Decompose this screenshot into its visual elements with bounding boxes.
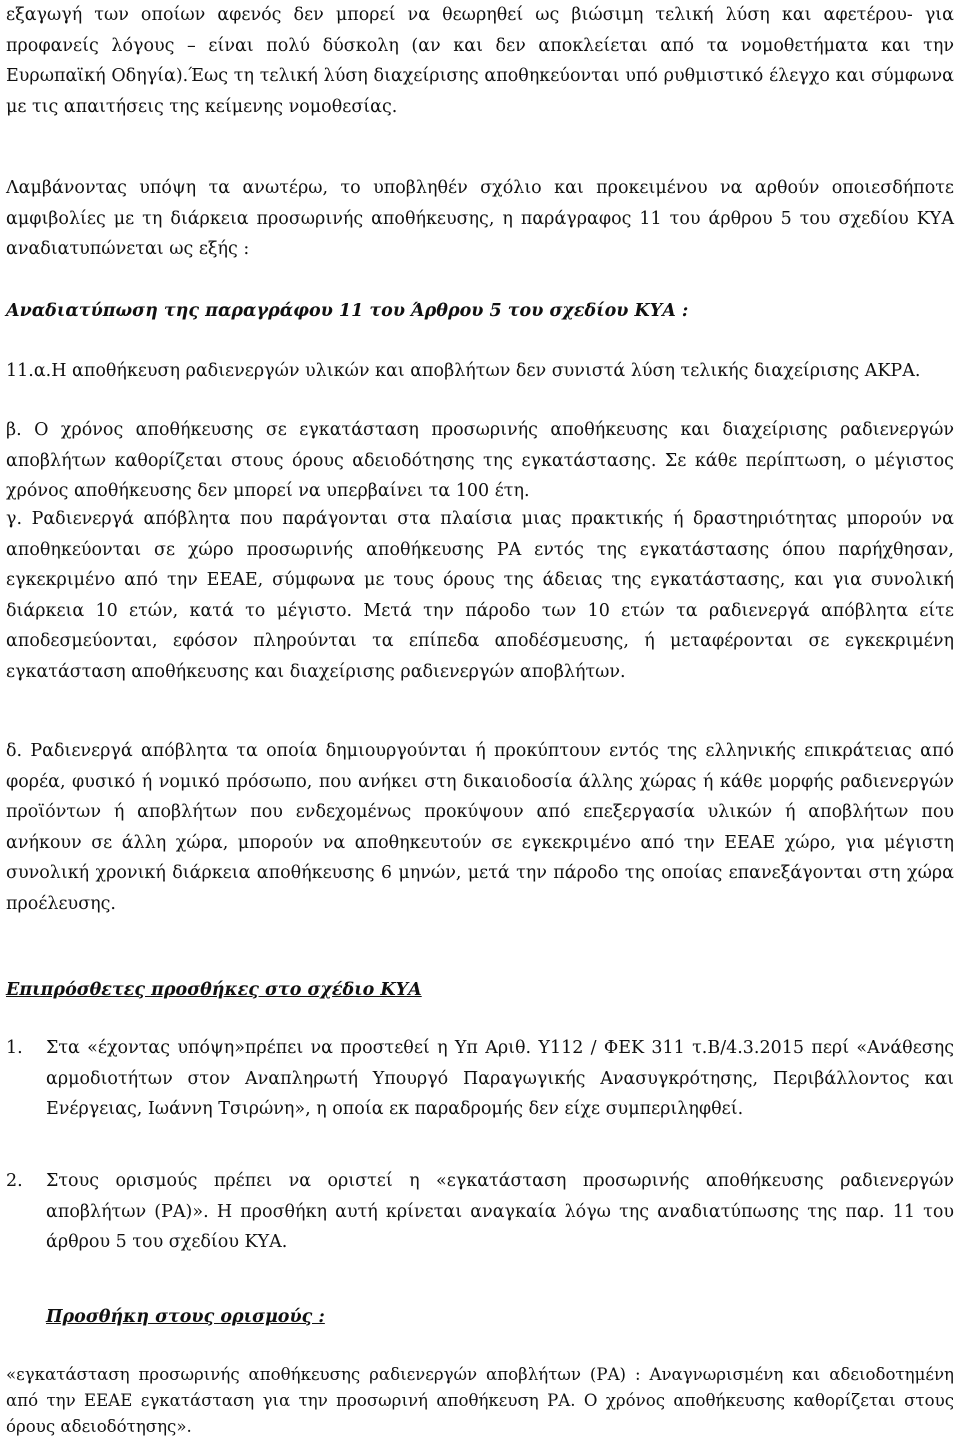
rewording-heading: Αναδιατύπωση της παραγράφου 11 του Άρθρου 5 του σχεδίου ΚΥΑ : [6, 301, 689, 321]
addition-text: Στα «έχοντας υπόψη»πρέπει να προστεθεί η Υπ Αριθ. Υ112 / ΦΕΚ 311 τ.Β/4.3.2015 περί «Ανάθεσης αρμοδιοτήτων στον Αναπληρωτή Υπουργό Παραγωγικής Ανασυγκρότησης, Περιβάλλοντος και Ενέργειας, Ιωάννη Τσιρώνη», η οποία εκ παραδρομής δεν είχε συμπεριληφθεί. [46, 1038, 954, 1119]
additions-heading: Επιπρόσθετες προσθήκες στο σχέδιο ΚΥΑ [6, 980, 422, 1000]
definition-heading: Προσθήκη στους ορισμούς : [46, 1307, 325, 1327]
addition-item-2 [6, 1166, 954, 1258]
paragraph-11b: β. Ο χρόνος αποθήκευσης σε εγκατάσταση προσωρινής αποθήκευσης και διαχείρισης ραδιενεργών αποβλήτων καθορίζεται στους όρους αδειοδότησης της εγκατάστασης. Σε κάθε περίπτωση, ο μέγιστος χρόνος αποθήκευσης δεν μπορεί να υπερβαίνει τα 100 έτη. [6, 420, 954, 501]
definition-paragraph: «εγκατάσταση προσωρινής αποθήκευσης ραδιενεργών αποβλήτων (ΡΑ) : Αναγνωρισμένη και αδειοδοτημένη από την ΕΕΑΕ εγκατάσταση για την προσωρινή αποθήκευση ΡΑ. Ο χρόνος αποθήκευσης καθορίζεται στους όρους αδειοδότησης». [6, 1365, 954, 1436]
addition-number: 1. [6, 1038, 23, 1058]
addition-text: Στους ορισμούς πρέπει να οριστεί η «εγκατάσταση προσωρινής αποθήκευσης ραδιενεργών αποβλήτων (ΡΑ)». Η προσθήκη αυτή κρίνεται αναγκαία λόγω της αναδιατύπωσης της παρ. 11 του άρθρου 5 του σχεδίου ΚΥΑ. [46, 1171, 954, 1252]
paragraph-11a: 11.α.Η αποθήκευση ραδιενεργών υλικών και αποβλήτων δεν συνιστά λύση τελικής διαχείρισης ΑΚΡΑ. [6, 361, 921, 381]
paragraph-11c: γ. Ραδιενεργά απόβλητα που παράγονται στα πλαίσια μιας πρακτικής ή δραστηριότητας μπορούν να αποθηκεύονται σε χώρο προσωρινής αποθήκευσης ΡΑ εντός της εγκατάστασης όπου παρήχθησαν, εγκεκριμένο από την ΕΕΑΕ, σύμφωνα με τους όρους της άδειας της εγκατάστασης, και για συνολική διάρκεια 10 ετών, κατά το μέγιστο. Μετά την πάροδο των 10 ετών τα ραδιενεργά απόβλητα είτε αποδεσμεύονται, εφόσον πληρούνται τα επίπεδα αποδέσμευσης, ή μεταφέρονται σε εγκεκριμένη εγκατάσταση αποθήκευσης και διαχείρισης ραδιενεργών αποβλήτων. [6, 509, 954, 682]
intro-paragraph: εξαγωγή των οποίων αφενός δεν μπορεί να θεωρηθεί ως βιώσιμη τελική λύση και αφετέρου- για προφανείς λόγους – είναι πολύ δύσκολη (αν και δεν αποκλείεται από τα νομοθετήματα και την Ευρωπαϊκή Οδηγία).Έως τη τελική λύση διαχείρισης αποθηκεύονται υπό ρυθμιστικό έλεγχο και σύμφωνα με τις απαιτήσεις της κείμενης νομοθεσίας. [6, 5, 954, 117]
addition-item-1 [6, 1033, 954, 1125]
addition-number: 2. [6, 1171, 23, 1191]
paragraph-11d: δ. Ραδιενεργά απόβλητα τα οποία δημιουργούνται ή προκύπτουν εντός της ελληνικής επικράτειας από φορέα, φυσικό ή νομικό πρόσωπο, που ανήκει στη δικαιοδοσία άλλης χώρας ή κάθε μορφής ραδιενεργών προϊόντων ή αποβλήτων που ενδεχομένως προκύψουν από επεξεργασία υλικών ή αποβλήτων που ανήκουν σε άλλη χώρα, μπορούν να αποθηκευτούν σε εγκεκριμένο από την ΕΕΑΕ χώρο, για μέγιστη συνολική χρονική διάρκεια αποθήκευσης 6 μηνών, μετά την πάροδο της οποίας επανεξάγονται στη χώρα προέλευσης. [6, 741, 954, 914]
context-paragraph: Λαμβάνοντας υπόψη τα ανωτέρω, το υποβληθέν σχόλιο και προκειμένου να αρθούν οποιεσδήποτε αμφιβολίες με τη διάρκεια προσωρινής αποθήκευσης, η παράγραφος 11 του άρθρου 5 του σχεδίου ΚΥΑ αναδιατυπώνεται ως εξής : [6, 178, 954, 259]
